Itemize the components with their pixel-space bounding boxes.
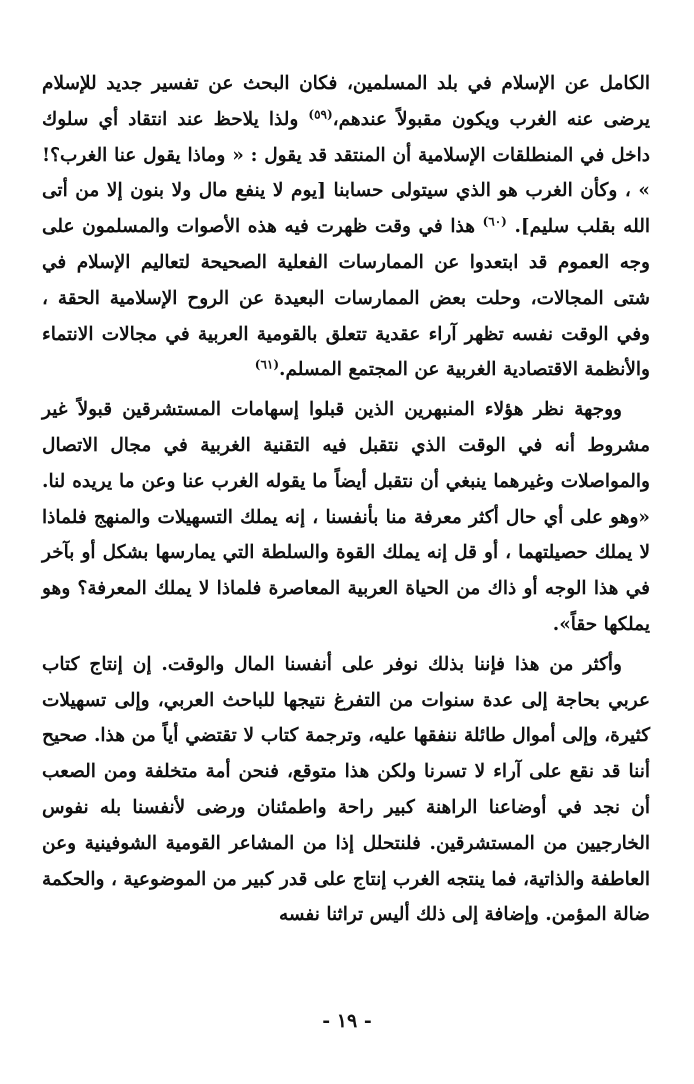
page-number: - ١٩ - xyxy=(322,1010,372,1032)
paragraph-2 xyxy=(42,392,650,643)
paragraph-3 xyxy=(42,647,650,933)
paragraph-1-text: الكامل عن الإسلام في بلد المسلمين، فكان البحث عن تفسير جديد للإسلام يرضى عنه الغرب ويكون مقبولاً عندهم، xyxy=(42,73,650,130)
paragraph-1-text: هذا في وقت ظهرت فيه هذه الأصوات والمسلمون على وجه العموم قد ابتعدوا عن الممارسات الفعلية الصحيحة لتعاليم الإسلام في شتى المجالات، وحلت بعض الممارسات البعيدة عن الروح الإسلامية الحقة ، وفي الوقت نفسه تظهر آراء عقدية تتعلق بالقومية العربية في مجالات الانتماء والأنظمة الاقتصادية الغربية عن المجتمع المسلم. xyxy=(42,216,650,381)
paragraph-1 xyxy=(42,66,650,388)
paragraph-2-text: ووجهة نظر هؤلاء المنبهرين الذين قبلوا إسهامات المستشرقين قبولاً غير مشروط أنه في الوقت الذي نتقبل فيه التقنية الغربية في مجال الاتصال والمواصلات وغيرهما ينبغي أن نتقبل أيضاً ما يقوله الغرب عنا وعن ما يريده لنا. «وهو على أي حال أكثر معرفة منا بأنفسنا ، إنه يملك التسهيلات والمنهج فلماذا لا يملك حصيلتهما ، أو قل إنه يملك القوة والسلطة التي يمارسها بشكل أو بآخر في هذا الوجه أو ذاك من الحياة العربية المعاصرة فلماذا لا يملك المعرفة؟ وهو يملكها حقاً». xyxy=(42,399,650,635)
footnote-ref-60: (٦٠) xyxy=(482,214,507,229)
footnote-ref-59: (٥٩) xyxy=(308,107,333,122)
paragraph-3-text: وأكثر من هذا فإننا بذلك نوفر على أنفسنا المال والوقت. إن إنتاج كتاب عربي بحاجة إلى عدة سنوات من التفرغ نتيجها للباحث العربي، وإلى تسهيلات كثيرة، وإلى أموال طائلة ننفقها عليه، وترجمة كتاب لا تقتضي أياً من هذا. صحيح أننا قد نقع على آراء لا تسرنا ولكن هذا متوقع، فنحن أمة متخلفة ومن الصعب أن نجد في أوضاعنا الراهنة كبير راحة واطمئنان ورضى لأنفسنا بله نفوس الخارجيين من المستشرقين. فلنتحلل إذا من المشاعر القومية الشوفينية وعن العاطفة والذاتية، فما ينتجه الغرب إنتاج على قدر كبير من الموضوعية ، والحكمة ضالة المؤمن. وإضافة إلى ذلك أليس تراثنا نفسه xyxy=(42,653,650,926)
footnote-ref-61: (٦١) xyxy=(254,357,280,372)
paragraph-1-text: ولذا يلاحظ عند انتقاد أي سلوك داخل في المنطلقات الإسلامية أن المنتقد قد يقول : « وماذا يقول عنا الغرب؟! » ، وكأن الغرب هو الذي سيتولى حسابنا [يوم لا ينفع مال ولا بنون إلا من أتى الله بقلب سليم]. xyxy=(42,108,651,238)
